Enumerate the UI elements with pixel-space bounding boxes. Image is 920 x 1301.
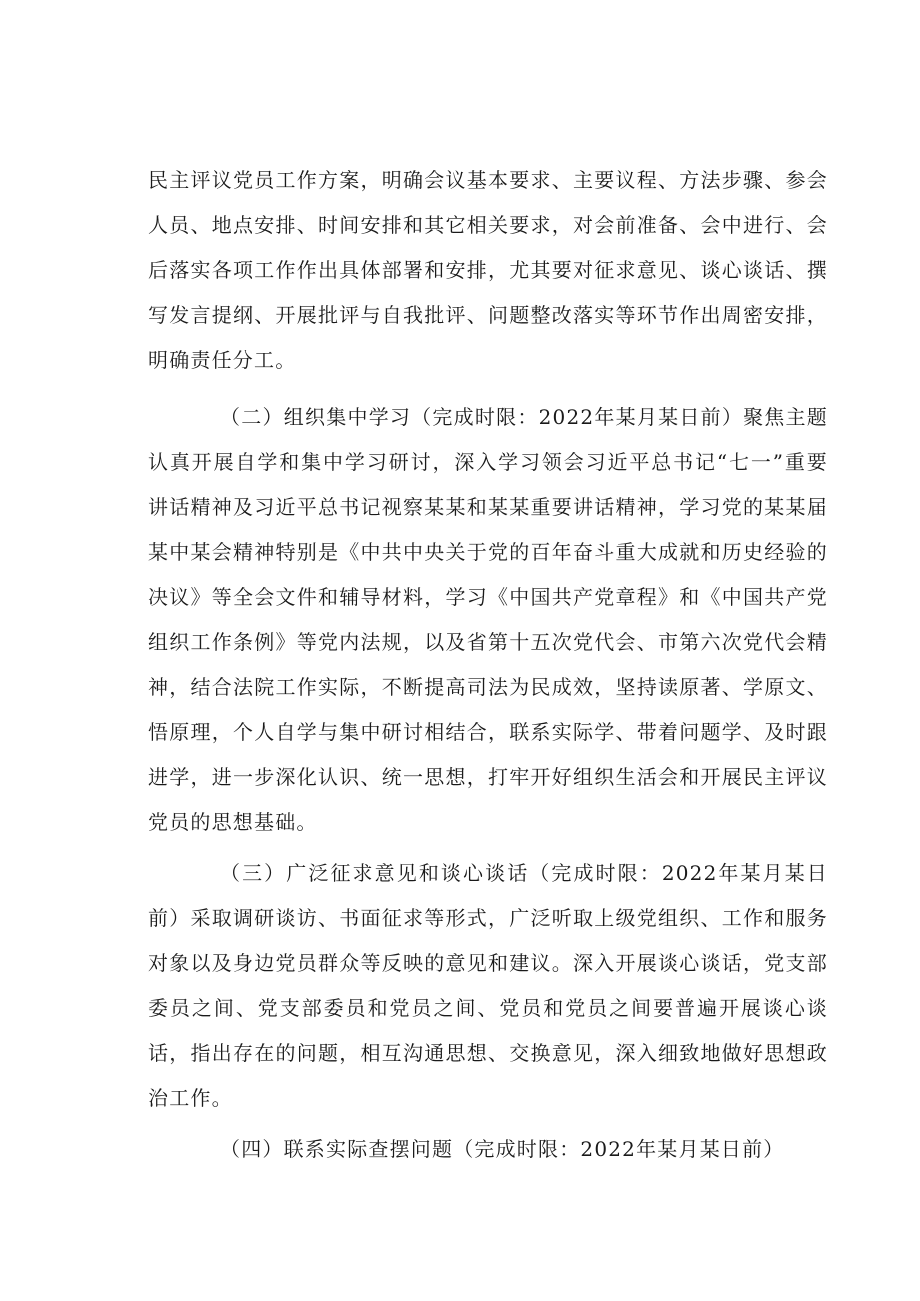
paragraph-plan-continuation: 民主评议党员工作方案，明确会议基本要求、主要议程、方法步骤、参会人员、地点安排、时间安排和其它相关要求，对会前准备、会中进行、会后落实各项工作作出具体部署和安排，尤其要对征求意见、谈心谈话、撰写发言提纲、开展批评与自我批评、问题整改落实等环节作出周密安排，明确责任分工。 [148, 168, 828, 372]
paragraph-section-2-study: （二）组织集中学习（完成时限：2022年某月某日前）聚焦主题认真开展自学和集中学习研讨，深入学习领会习近平总书记“七一”重要讲话精神及习近平总书记视察某某和某某重要讲话精神，学习党的某某届某中某会精神特别是《中共中央关于党的百年奋斗重大成就和历史经验的决议》等全会文件和辅导材料，学习《中国共产党章程》和《中国共产党组织工作条例》等党内法规，以及省第十五次党代会、市第六次党代会精神，结合法院工作实际，不断提高司法为民成效，坚持读原著、学原文、悟原理，个人自学与集中研讨相结合，联系实际学、带着问题学、及时跟进学，进一步深化认识、统一思想，打牢开好组织生活会和开展民主评议党员的思想基础。 [148, 405, 828, 834]
paragraph-section-3-opinions: （三）广泛征求意见和谈心谈话（完成时限：2022年某月某日前）采取调研谈访、书面征求等形式，广泛听取上级党组织、工作和服务对象以及身边党员群众等反映的意见和建议。深入开展谈心谈话，党支部委员之间、党支部委员和党员之间、党员和党员之间要普遍开展谈心谈话，指出存在的问题，相互沟通思想、交换意见，深入细致地做好思想政治工作。 [148, 861, 828, 1110]
document-body [148, 158, 828, 1172]
paragraph-section-4-heading: （四）联系实际查摆问题（完成时限：2022年某月某日前） [220, 1137, 785, 1161]
